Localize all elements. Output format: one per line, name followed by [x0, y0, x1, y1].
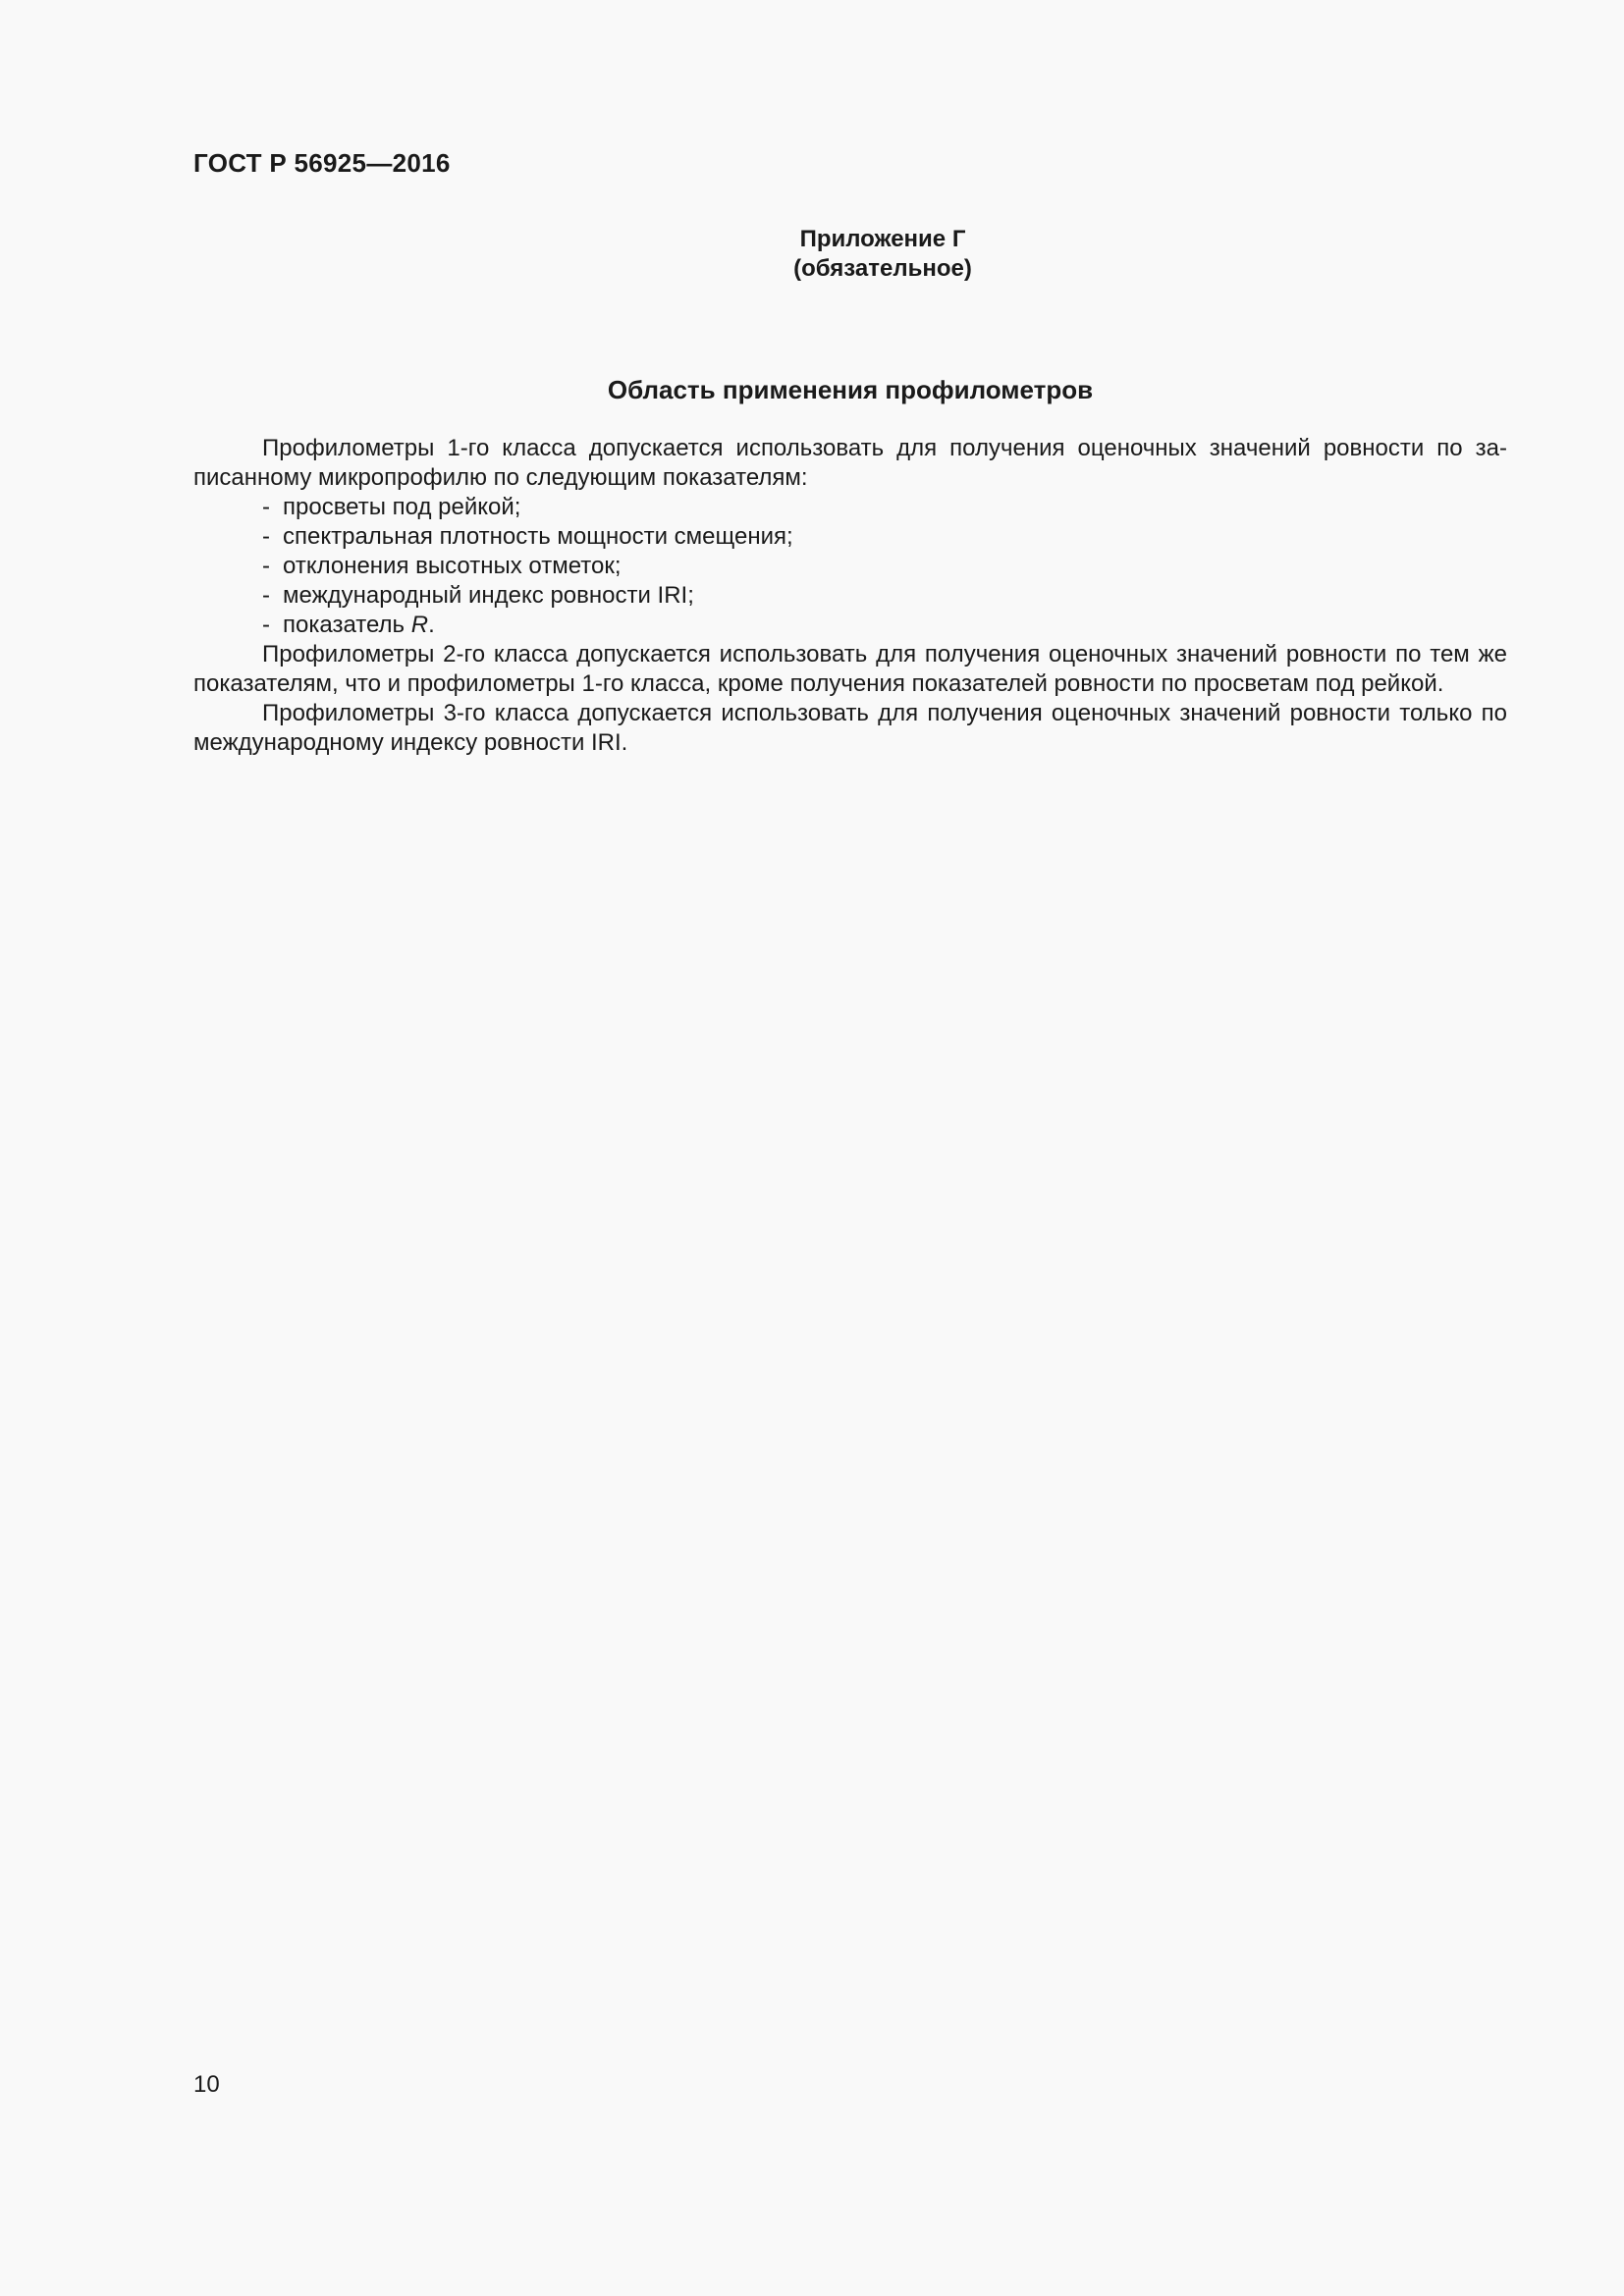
- list-item-text-suffix: .: [428, 612, 435, 638]
- indicator-list: [193, 493, 1507, 640]
- list-dash: -: [262, 553, 270, 579]
- list-dash: -: [262, 582, 270, 609]
- appendix-status: (обязательное): [793, 255, 972, 282]
- list-item: [193, 552, 1507, 581]
- document-code: ГОСТ Р 56925—2016: [193, 148, 451, 178]
- appendix-title: Приложение Г: [799, 226, 966, 252]
- list-item-text: спектральная плотность мощности смещения;: [283, 523, 793, 550]
- list-item: [193, 522, 1507, 552]
- list-item-text: международный индекс ровности IRI;: [283, 582, 694, 609]
- body-text: [193, 434, 1507, 758]
- indicator-symbol: R: [410, 612, 429, 638]
- list-item: [193, 611, 1507, 640]
- list-item: [193, 581, 1507, 611]
- list-item-text: просветы под рейкой;: [283, 494, 521, 520]
- list-item-text-prefix: показатель: [283, 612, 411, 638]
- paragraph-class-2: Профилометры 2-го класса допускается использовать для получения оценочных значений ровности по тем же показателям, что и профилометры 1-го класса, кроме получения показателей ровности по просветам под рейкой.: [193, 641, 1507, 697]
- section-title: Область применения профилометров: [607, 375, 1094, 404]
- list-item-text: отклонения высотных отметок;: [283, 553, 622, 579]
- appendix-heading: [193, 225, 1507, 284]
- paragraph-class-3: Профилометры 3-го класса допускается использовать для получения оценочных значений ровности только по международному индексу ровности IRI.: [193, 700, 1507, 756]
- list-dash: -: [262, 612, 270, 638]
- page-number: 10: [193, 2071, 220, 2098]
- list-item: [193, 493, 1507, 522]
- paragraph-class-1: Профилометры 1-го класса допускается использовать для получения оценочных значений ровности по записанному микропрофилю по следующим показателям:: [193, 435, 1507, 491]
- list-dash: -: [262, 494, 270, 520]
- list-dash: -: [262, 523, 270, 550]
